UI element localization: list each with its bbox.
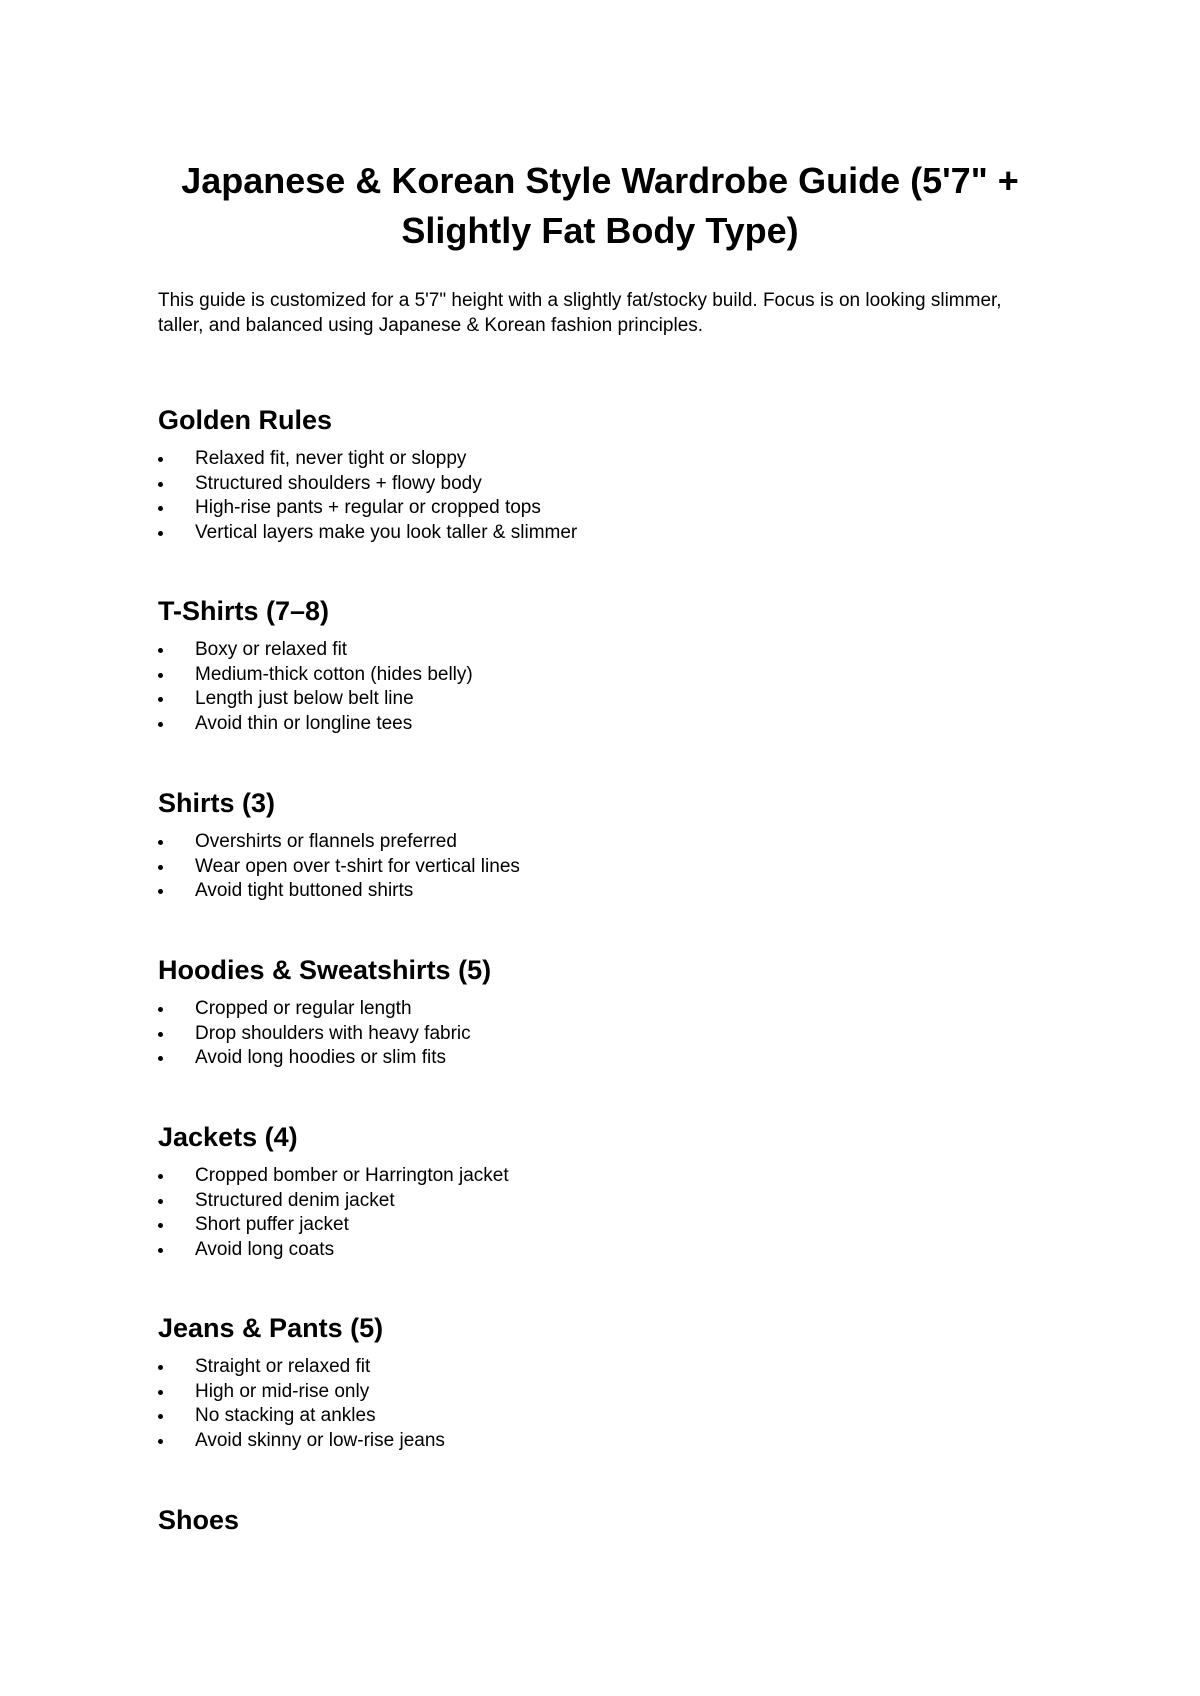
bullet-icon	[158, 1223, 163, 1228]
section-jeans-pants	[158, 1311, 1058, 1453]
list-item-text: Boxy or relaxed fit	[195, 639, 348, 660]
bullet-icon	[158, 482, 163, 487]
list-item-text: Straight or relaxed fit	[195, 1356, 371, 1377]
list-item	[158, 1189, 1058, 1214]
bullet-icon	[158, 1007, 163, 1012]
list-item-text: Length just below belt line	[195, 688, 414, 709]
bullet-list	[158, 830, 1058, 904]
list-item	[158, 997, 1058, 1022]
bullet-icon	[158, 865, 163, 870]
list-item-text: Avoid tight buttoned shirts	[195, 880, 414, 901]
bullet-list	[158, 1164, 1058, 1262]
bullet-icon	[158, 1365, 163, 1370]
bullet-icon	[158, 1056, 163, 1061]
bullet-list	[158, 638, 1058, 736]
list-item	[158, 1213, 1058, 1238]
list-item-text: High or mid-rise only	[195, 1380, 370, 1402]
list-item	[158, 830, 1058, 855]
bullet-list	[158, 447, 1058, 545]
list-item-text: Structured shoulders + flowy body	[195, 472, 482, 494]
list-item	[158, 638, 1058, 663]
list-item-text: Vertical layers make you look taller & slimmer	[195, 521, 578, 543]
section-heading: Jackets (4)	[158, 1122, 298, 1152]
bullet-icon	[158, 1414, 163, 1419]
section-heading: Golden Rules	[158, 405, 333, 435]
list-item	[158, 1238, 1058, 1263]
bullet-icon	[158, 1174, 163, 1179]
section-shoes	[158, 1503, 1058, 1537]
section-heading: Shirts (3)	[158, 788, 276, 818]
list-item-text: Relaxed fit, never tight or sloppy	[195, 448, 467, 469]
bullet-icon	[158, 531, 163, 536]
bullet-icon	[158, 697, 163, 702]
list-item-text: Avoid thin or longline tees	[195, 712, 413, 734]
section-heading: T-Shirts (7–8)	[158, 596, 330, 626]
intro-paragraph: This guide is customized for a 5'7" height with a slightly fat/stocky build. Focus is on looking slimmer, taller, and balanced using Japanese & Korean fashion principles.	[158, 290, 1002, 336]
list-item-text: Avoid long hoodies or slim fits	[195, 1047, 446, 1068]
list-item-text: Short puffer jacket	[195, 1214, 349, 1235]
bullet-icon	[158, 1248, 163, 1253]
bullet-icon	[158, 506, 163, 511]
list-item	[158, 521, 1058, 546]
section-jackets	[158, 1120, 1058, 1262]
list-item	[158, 1022, 1058, 1047]
list-item-text: Drop shoulders with heavy fabric	[195, 1022, 471, 1044]
bullet-list	[158, 997, 1058, 1071]
list-item-text: Medium-thick cotton (hides belly)	[195, 663, 473, 685]
bullet-icon	[158, 1032, 163, 1037]
list-item	[158, 879, 1058, 904]
list-item-text: Overshirts or flannels preferred	[195, 831, 457, 852]
list-item-text: Wear open over t-shirt for vertical lines	[195, 855, 520, 877]
section-heading: Hoodies & Sweatshirts (5)	[158, 955, 492, 985]
list-item-text: Avoid long coats	[195, 1238, 335, 1260]
list-item-text: Structured denim jacket	[195, 1189, 395, 1211]
document-title: Japanese & Korean Style Wardrobe Guide (5'7" + Slightly Fat Body Type)	[181, 160, 1019, 251]
list-item-text: Avoid skinny or low-rise jeans	[195, 1429, 445, 1451]
bullet-icon	[158, 1199, 163, 1204]
list-item	[158, 1355, 1058, 1380]
list-item-text: High-rise pants + regular or cropped tops	[195, 497, 541, 518]
section-heading: Jeans & Pants (5)	[158, 1313, 384, 1343]
list-item	[158, 447, 1058, 472]
bullet-icon	[158, 673, 163, 678]
list-item	[158, 1164, 1058, 1189]
bullet-list	[158, 1355, 1058, 1453]
list-item	[158, 687, 1058, 712]
list-item	[158, 712, 1058, 737]
section-t-shirts	[158, 594, 1058, 736]
section-shirts	[158, 786, 1058, 904]
list-item	[158, 472, 1058, 497]
bullet-icon	[158, 1439, 163, 1444]
list-item-text: Cropped bomber or Harrington jacket	[195, 1165, 509, 1186]
bullet-icon	[158, 889, 163, 894]
bullet-icon	[158, 722, 163, 727]
list-item	[158, 1404, 1058, 1429]
bullet-icon	[158, 1390, 163, 1395]
list-item	[158, 1046, 1058, 1071]
section-golden-rules	[158, 403, 1058, 545]
list-item	[158, 496, 1058, 521]
bullet-icon	[158, 840, 163, 845]
section-heading: Shoes	[158, 1505, 240, 1535]
list-item-text: No stacking at ankles	[195, 1405, 376, 1426]
list-item	[158, 1380, 1058, 1405]
list-item	[158, 1429, 1058, 1454]
bullet-icon	[158, 457, 163, 462]
bullet-icon	[158, 648, 163, 653]
list-item	[158, 663, 1058, 688]
list-item-text: Cropped or regular length	[195, 998, 412, 1019]
section-hoodies-sweatshirts	[158, 953, 1058, 1071]
list-item	[158, 855, 1058, 880]
